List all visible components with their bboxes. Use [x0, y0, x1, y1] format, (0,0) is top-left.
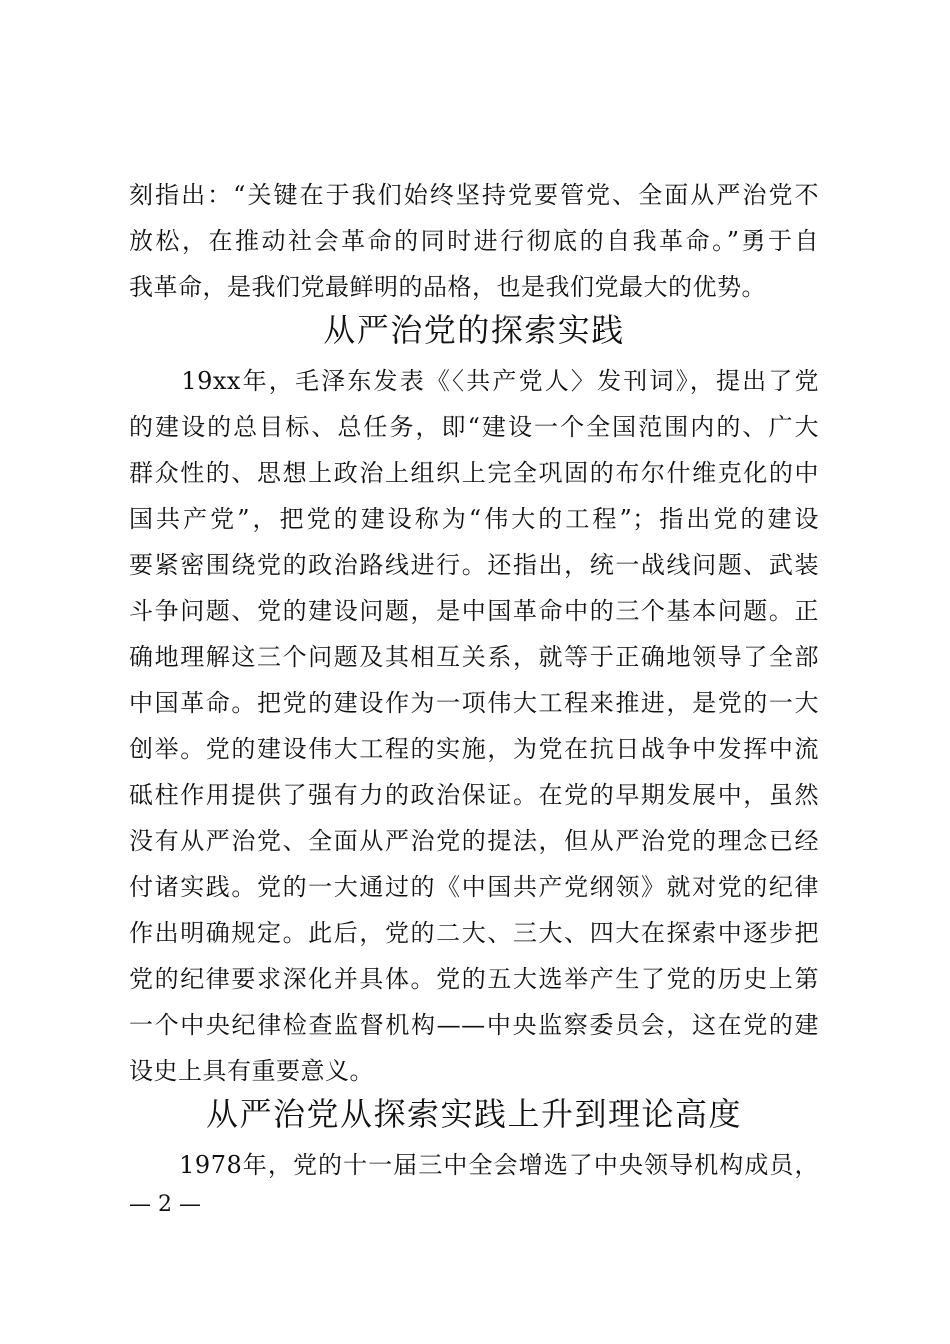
intro-line: 我革命，是我们党最鲜明的品格，也是我们党最大的优势。 — [129, 273, 766, 301]
section1-line: 创举。党的建设伟大工程的实施，为党在抗日战争中发挥中流 — [129, 735, 819, 763]
section1-line: 19xx年，毛泽东发表《〈共产党人〉发刊词》，提出了党 — [129, 367, 819, 395]
section1-line: 没有从严治党、全面从严治党的提法，但从严治党的理念已经 — [129, 827, 819, 855]
section1-line: 国共产党”，把党的建设称为“伟大的工程”；指出党的建设 — [129, 505, 819, 533]
intro-line: 放松，在推动社会革命的同时进行彻底的自我革命。”勇于自 — [129, 227, 819, 255]
section1-line: 群众性的、思想上政治上组织上完全巩固的布尔什维克化的中 — [129, 459, 819, 487]
section1-line: 斗争问题、党的建设问题，是中国革命中的三个基本问题。正 — [129, 597, 819, 625]
section1-line: 作出明确规定。此后，党的二大、三大、四大在探索中逐步把 — [129, 919, 819, 947]
section1-line: 设史上具有重要意义。 — [129, 1057, 374, 1085]
section1-line: 砥柱作用提供了强有力的政治保证。在党的早期发展中，虽然 — [129, 781, 819, 809]
section1-line: 要紧密围绕党的政治路线进行。还指出，统一战线问题、武装 — [129, 551, 819, 579]
section1-line: 确地理解这三个问题及其相互关系，就等于正确地领导了全部 — [129, 643, 819, 671]
section1-line: 的建设的总目标、总任务，即“建设一个全国范围内的、广大 — [129, 413, 819, 441]
intro-line: 刻指出：“关键在于我们始终坚持党要管党、全面从严治党不 — [129, 181, 819, 209]
section-heading: 从严治党的探索实践 — [323, 311, 625, 349]
section1-line: 一个中央纪律检查监督机构——中央监察委员会，这在党的建 — [129, 1011, 819, 1039]
section1-line: 付诸实践。党的一大通过的《中国共产党纲领》就对党的纪律 — [129, 873, 819, 901]
section1-line: 党的纪律要求深化并具体。党的五大选举产生了党的历史上第 — [129, 965, 819, 993]
section2-line: 1978年，党的十一届三中全会增选了中央领导机构成员， — [129, 1151, 819, 1179]
page-number: — 2 — — [129, 1192, 201, 1217]
section-heading: 从严治党从探索实践上升到理论高度 — [205, 1095, 742, 1133]
section1-line: 中国革命。把党的建设作为一项伟大工程来推进，是党的一大 — [129, 689, 819, 717]
